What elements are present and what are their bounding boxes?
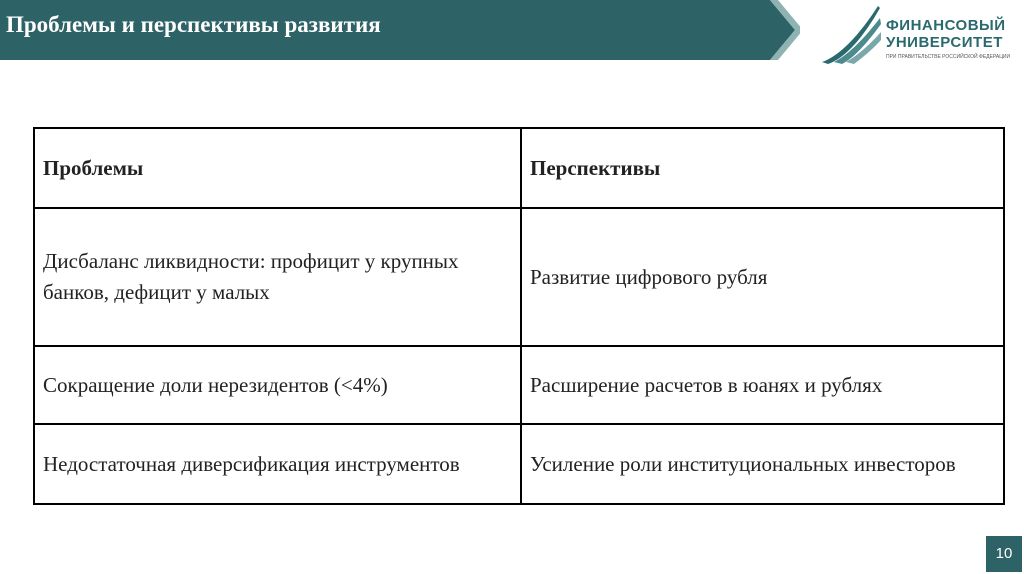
university-logo (820, 4, 1020, 64)
table-cell: Недостаточная диверсификация инструментов (34, 424, 521, 504)
logo-mark-icon (820, 4, 884, 64)
problems-prospects-table (33, 127, 1005, 505)
page-title: Проблемы и перспективы развития (6, 12, 381, 37)
table-row (34, 346, 1004, 424)
column-header-problems: Проблемы (34, 128, 521, 208)
page-number-badge: 10 (986, 536, 1022, 572)
table-cell: Усиление роли институциональных инвесторов (521, 424, 1004, 504)
table-cell: Расширение расчетов в юанях и рублях (521, 346, 1004, 424)
logo-text-line3: ПРИ ПРАВИТЕЛЬСТВЕ РОССИЙСКОЙ ФЕДЕРАЦИИ (886, 54, 1011, 60)
table-cell: Дисбаланс ликвидности: профицит у крупных банков, дефицит у малых (34, 208, 521, 346)
table-cell: Сокращение доли нерезидентов (<4%) (34, 346, 521, 424)
table-row (34, 208, 1004, 346)
header-band (0, 0, 800, 60)
logo-text-line1: ФИНАНСОВЫЙ (886, 17, 1006, 34)
table-cell: Развитие цифрового рубля (521, 208, 1004, 346)
table-row (34, 424, 1004, 504)
table-header-row (34, 128, 1004, 208)
logo-text-line2: УНИВЕРСИТЕТ (886, 34, 1003, 51)
column-header-prospects: Перспективы (521, 128, 1004, 208)
